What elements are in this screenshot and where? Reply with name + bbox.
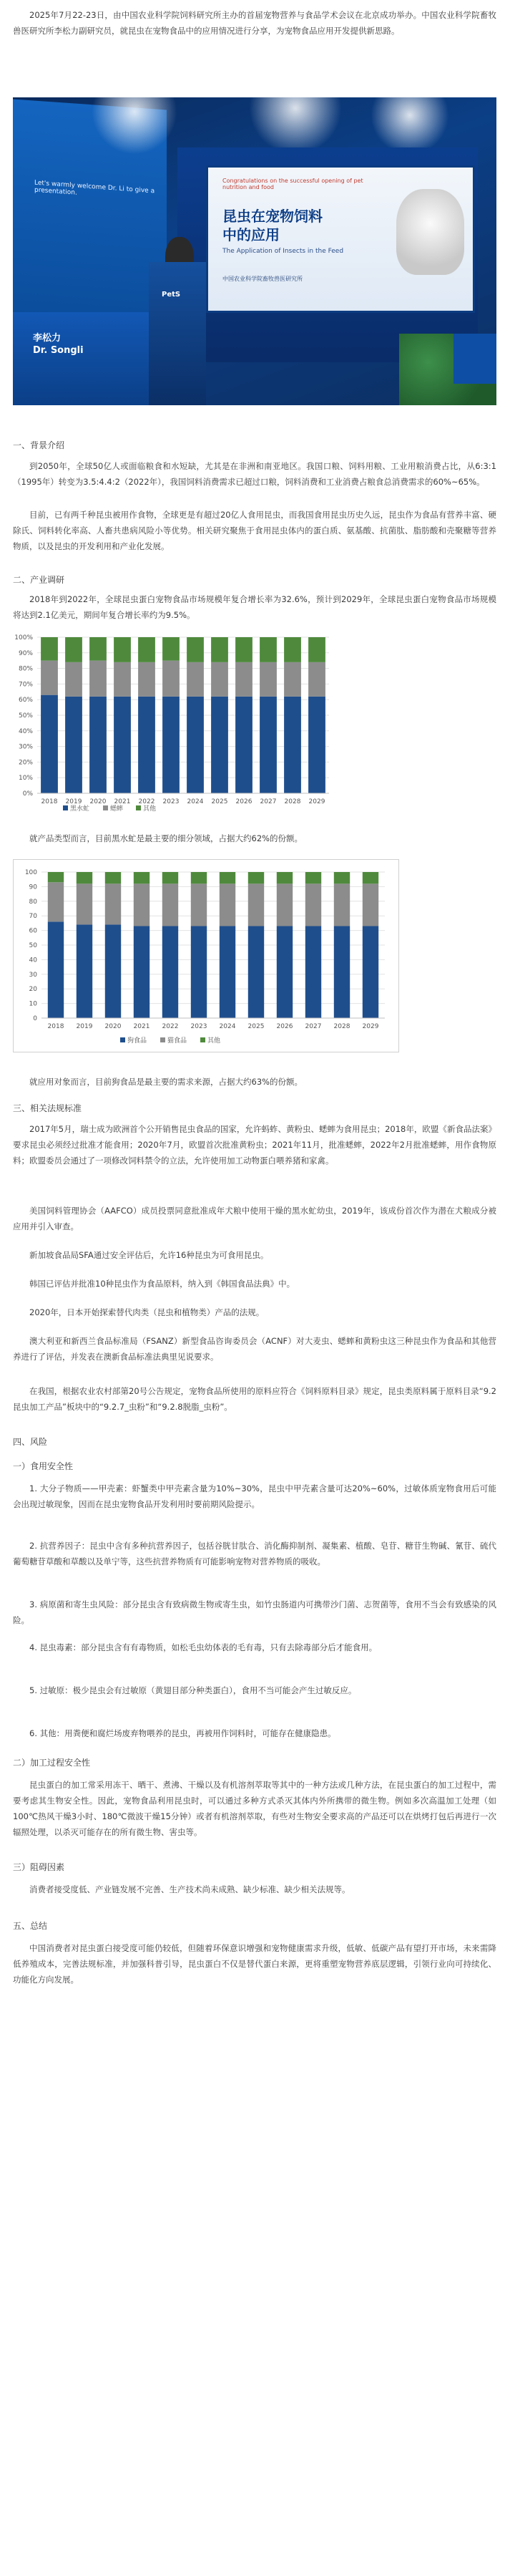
bar-segment-其他: [260, 637, 277, 662]
right-sign: [453, 334, 496, 384]
x-tick-label: 2020: [89, 798, 107, 805]
y-tick-label: 50%: [18, 712, 33, 720]
bar-segment-其他: [187, 637, 204, 662]
banner-name: 李松力: [33, 333, 62, 344]
s2-paragraph-3: 就应用对象而言，目前狗食品是最主要的需求来源，占据大约63%的份额。: [29, 1077, 303, 1087]
bar-segment-蟋蟀: [89, 661, 107, 697]
bar-segment-黑水虻: [162, 697, 180, 793]
bar-segment-其他: [138, 637, 155, 662]
section-4-heading: 四、风险: [13, 1437, 48, 1447]
dog-image: [396, 189, 464, 275]
left-screen-text: Let's warmly welcome Dr. Li to give a presentation.: [34, 179, 155, 197]
bar-segment-黑水虻: [65, 697, 82, 793]
bar-segment-狗食品: [334, 926, 350, 1018]
y-tick-label: 70%: [18, 681, 33, 689]
bar-segment-蟋蟀: [187, 662, 204, 697]
bar-segment-其他: [134, 872, 149, 883]
y-tick-label: 100%: [14, 634, 33, 641]
bar-segment-狗食品: [248, 926, 264, 1018]
y-tick-label: 30: [29, 971, 37, 979]
bar-segment-蟋蟀: [260, 662, 277, 697]
s4-subheading-1: 一）食用安全性: [13, 1461, 74, 1471]
s3-paragraph-3: 新加坡食品局SFA通过安全评估后，允许16种昆虫为可食用昆虫。: [29, 1250, 269, 1260]
legend-swatch-猫食品: [160, 1037, 165, 1042]
bar-segment-狗食品: [305, 926, 321, 1018]
s4-risk-5: 5. 过敏原：极少昆虫会有过敏原（黄翅目部分种类蛋白），食用不当可能会产生过敏反应。: [29, 1685, 357, 1695]
y-tick-label: 80%: [18, 665, 33, 673]
bar-segment-其他: [105, 872, 121, 883]
x-tick-label: 2023: [190, 1023, 207, 1030]
bar-segment-黑水虻: [114, 697, 131, 793]
section-5-heading: 五、总结: [13, 1921, 48, 1931]
bar-segment-其他: [191, 872, 207, 883]
s4-risk-2: 2. 抗营养因子：昆虫中含有多种抗营养因子，包括谷胱甘肽合、消化酶抑制剂、凝集素、植酸、皂苷、糖苷生物碱、氰苷、硫代葡萄糖苷草酸和草酸以及单宁等，这些抗营养物质有可能影响宠物对营养物质的吸收。: [13, 1541, 496, 1567]
bar-segment-其他: [65, 637, 82, 662]
section-3-heading: 三、相关法规标准: [13, 1103, 82, 1113]
y-tick-label: 70: [29, 913, 37, 921]
bar-segment-黑水虻: [138, 697, 155, 793]
bar-segment-黑水虻: [41, 695, 58, 793]
bar-segment-狗食品: [105, 924, 121, 1018]
x-tick-label: 2028: [284, 798, 301, 805]
bar-segment-狗食品: [220, 926, 235, 1018]
bar-segment-其他: [334, 872, 350, 883]
bar-segment-蟋蟀: [162, 661, 180, 697]
bar-segment-黑水虻: [187, 697, 204, 793]
chart-product-type-svg: [13, 630, 496, 816]
x-tick-label: 2021: [133, 1023, 150, 1030]
x-tick-label: 2018: [41, 798, 58, 805]
bar-segment-黑水虻: [211, 697, 228, 793]
x-tick-label: 2019: [76, 1023, 93, 1030]
bar-segment-其他: [162, 872, 178, 883]
presentation-screen: [206, 165, 475, 313]
x-tick-label: 2020: [104, 1023, 122, 1030]
s2-paragraph-1: 2018年到2022年，全球昆虫蛋白宠物食品市场规模年复合增长率为32.6%，预计到2029年，全球昆虫蛋白宠物食品市场规模将达到2.1亿美元，期间年复合增长率约为9.5%。: [13, 594, 496, 620]
x-tick-label: 2027: [260, 798, 277, 805]
s4-risk-3: 3. 病原菌和寄生虫风险：部分昆虫含有致病微生物或寄生虫，如竹虫肠道内可携带沙门菌、志贺菌等，食用不当会有致感染的风险。: [13, 1599, 496, 1625]
bar-segment-蟋蟀: [114, 662, 131, 697]
bar-segment-其他: [308, 637, 325, 662]
bar-segment-其他: [48, 872, 64, 882]
y-tick-label: 0: [33, 1015, 37, 1022]
bar-segment-其他: [363, 872, 378, 883]
y-tick-label: 40: [29, 957, 37, 964]
x-tick-label: 2022: [138, 798, 155, 805]
bar-segment-其他: [114, 637, 131, 662]
s4-subheading-2: 二）加工过程安全性: [13, 1758, 91, 1768]
speaker-banner: [13, 312, 149, 405]
y-tick-label: 0%: [22, 790, 33, 798]
y-tick-label: 90: [29, 883, 37, 891]
y-tick-label: 10: [29, 1000, 37, 1008]
screen-speaker: 中国农业科学院畜牧兽医研究所: [222, 276, 303, 282]
legend-swatch-黑水虻: [63, 805, 68, 810]
x-tick-label: 2019: [65, 798, 82, 805]
legend-label: 其他: [143, 805, 157, 813]
bar-segment-黑水虻: [235, 697, 252, 793]
screen-title: 昆虫在宠物饲料 中的应用: [222, 208, 323, 243]
bar-segment-其他: [41, 637, 58, 661]
s5-paragraph-1: 中国消费者对昆虫蛋白接受度可能仍较低，但随着环保意识增强和宠物健康需求升级，低敏、低碳产品有望打开市场，未来需降低养殖成本，完善法规标准，并加强科普引导，昆虫蛋白不仅是替代蛋白来源，更将重塑宠物营养底层逻辑，引领行业向可持续化、功能化方向发展。: [13, 1943, 496, 1985]
x-tick-label: 2021: [114, 798, 131, 805]
bar-segment-其他: [284, 637, 301, 662]
y-tick-label: 60: [29, 927, 37, 935]
y-tick-label: 20: [29, 986, 37, 994]
legend-swatch-其他: [200, 1037, 205, 1042]
x-tick-label: 2024: [219, 1023, 236, 1030]
s2-paragraph-2: 就产品类型而言，目前黑水虻是最主要的细分领域，占据大约62%的份额。: [29, 833, 303, 843]
x-tick-label: 2029: [362, 1023, 379, 1030]
x-tick-label: 2029: [308, 798, 325, 805]
bar-segment-其他: [89, 637, 107, 661]
bar-segment-猫食品: [334, 883, 350, 926]
y-tick-label: 80: [29, 898, 37, 906]
y-tick-label: 50: [29, 942, 37, 949]
x-tick-label: 2025: [211, 798, 228, 805]
bar-segment-其他: [277, 872, 293, 883]
bar-segment-其他: [77, 872, 92, 883]
legend-label: 黑水虻: [70, 805, 90, 813]
x-tick-label: 2023: [162, 798, 180, 805]
y-tick-label: 60%: [18, 697, 33, 704]
bar-segment-猫食品: [77, 883, 92, 924]
bar-segment-蟋蟀: [41, 661, 58, 695]
s3-paragraph-1: 2017年5月，瑞士成为欧洲首个公开销售昆虫食品的国家，允许蚂蚱、黄粉虫、蟋蟀为食用昆虫；2018年，欧盟《新食品法案》要求昆虫必须经过批准才能食用；2020年7月，欧盟首次批准黄粉虫；2021年11月，批准蟋蟀，2022年2月批准蟋蟀，用作食物原料；欧盟委员会通过了一项修改饲料禁令的立法，允许使用加工动物蛋白喂养猪和家禽。: [13, 1124, 496, 1166]
legend-swatch-蟋蟀: [103, 805, 108, 810]
bar-segment-狗食品: [363, 926, 378, 1018]
bar-segment-猫食品: [162, 883, 178, 926]
chart-product-type: [13, 630, 496, 819]
conference-photo: [13, 97, 496, 405]
chart-application: [13, 859, 399, 1055]
bar-segment-蟋蟀: [308, 662, 325, 697]
x-tick-label: 2024: [187, 798, 204, 805]
s3-paragraph-5: 2020年，日本开始探索替代肉类（昆虫和植物类）产品的法规。: [29, 1307, 265, 1317]
s4-process-paragraph: 昆虫蛋白的加工常采用冻干、晒干、煮沸、干燥以及有机溶剂萃取等其中的一种方法或几种方法，在昆虫蛋白的加工过程中，需要考虑其生物安全性。因此，宠物食品利用昆虫时，可以通过多种方式杀灭其体内外所携带的微生物。例如多次高温加工处理（如100℃热风干燥3小时、180℃微波干燥15分钟）或者有机溶剂萃取，有些对生物安全要求高的产品还可以在烘烤打包后再进行一次辐照处理，以杀灭可能存在的所有微生物、害虫等。: [13, 1780, 496, 1837]
s4-risk-4: 4. 昆虫毒素：部分昆虫含有有毒物质，如松毛虫幼体表的毛有毒，只有去除毒部分后才能食用。: [29, 1642, 378, 1652]
y-tick-label: 20%: [18, 759, 33, 767]
legend-label: 猫食品: [167, 1037, 187, 1045]
bar-segment-猫食品: [220, 883, 235, 926]
bar-segment-黑水虻: [89, 697, 107, 793]
x-tick-label: 2027: [305, 1023, 322, 1030]
section-1-heading: 一、背景介绍: [13, 440, 65, 450]
bar-segment-蟋蟀: [284, 662, 301, 697]
s3-paragraph-6: 澳大利亚和新西兰食品标准局（FSANZ）新型食品咨询委员会（ACNF）对大麦虫、蟋蟀和黄粉虫这三种昆虫作为食品和其他营养进行了评估，并发表在澳新食品标准法典里见说要求。: [13, 1336, 496, 1362]
s4-barrier-paragraph: 消费者接受度低、产业链发展不完善、生产技术尚未成熟、缺少标准、缺少相关法规等。: [29, 1884, 350, 1894]
bar-segment-其他: [235, 637, 252, 662]
section-2-heading: 二、产业调研: [13, 575, 65, 585]
bar-segment-狗食品: [191, 926, 207, 1018]
y-tick-label: 100: [24, 869, 37, 876]
bar-segment-其他: [248, 872, 264, 883]
bar-segment-猫食品: [305, 883, 321, 926]
x-tick-label: 2025: [247, 1023, 265, 1030]
y-tick-label: 30%: [18, 743, 33, 751]
bar-segment-黑水虻: [260, 697, 277, 793]
podium-logo: PetS: [162, 291, 181, 299]
bar-segment-猫食品: [105, 883, 121, 924]
x-tick-label: 2018: [47, 1023, 64, 1030]
bar-segment-狗食品: [48, 921, 64, 1018]
bar-segment-蟋蟀: [235, 662, 252, 697]
bar-segment-其他: [162, 637, 180, 661]
y-tick-label: 40%: [18, 727, 33, 735]
x-tick-label: 2028: [333, 1023, 350, 1030]
bar-segment-猫食品: [248, 883, 264, 926]
bar-segment-蟋蟀: [211, 662, 228, 697]
intro-paragraph: 2025年7月22-23日，由中国农业科学院饲料研究所主办的首届宠物营养与食品学术会议在北京成功举办。中国农业科学院畜牧兽医研究所李松力副研究员，就昆虫在宠物食品中的应用情况进行分享，为宠物食品应用开发提供新思路。: [13, 10, 496, 36]
bar-segment-其他: [305, 872, 321, 883]
y-tick-label: 10%: [18, 775, 33, 783]
bar-segment-猫食品: [48, 882, 64, 921]
legend-label: 狗食品: [127, 1037, 147, 1045]
s3-paragraph-7: 在我国，根据农业农村部第20号公告规定，宠物食品所使用的原料应符合《饲料原料目录》规定，昆虫类原料属于原料目录“9.2昆虫加工产品”板块中的“9.2.7_虫粉”和“9.2.8脱脂_虫粉”。: [13, 1386, 496, 1412]
s3-paragraph-4: 韩国已评估并批准10种昆虫作为食品原料，纳入到《韩国食品法典》中。: [29, 1279, 295, 1289]
y-tick-label: 90%: [18, 649, 33, 657]
screen-subtitle: The Application of Insects in the Feed: [222, 248, 344, 255]
bar-segment-狗食品: [162, 926, 178, 1018]
x-tick-label: 2022: [162, 1023, 179, 1030]
podium: [149, 262, 206, 405]
legend-swatch-其他: [136, 805, 141, 810]
banner-en: Dr. Songli: [33, 345, 84, 356]
legend-label: 蟋蟀: [110, 805, 124, 813]
x-tick-label: 2026: [235, 798, 252, 805]
bar-segment-猫食品: [191, 883, 207, 926]
bar-segment-其他: [211, 637, 228, 662]
s1-paragraph-1: 到2050年，全球50亿人或面临粮食和水短缺，尤其是在非洲和南亚地区。我国口粮、饲料用粮、工业用粮消费占比，从6:3:1（1995年）转变为3.5:4.4:2（2022年），我国饲料消费需求已超过口粮，饲料消费和工业消费占粮食总消费需求的60%~65%。: [13, 461, 496, 487]
screen-top-text: Congratulations on the successful opening of pet nutrition and food: [222, 178, 363, 190]
bar-segment-黑水虻: [308, 697, 325, 793]
bar-segment-猫食品: [134, 883, 149, 926]
bar-segment-狗食品: [134, 926, 149, 1018]
s4-risk-1: 1. 大分子物质——甲壳素：虾蟹类中甲壳素含量为10%~30%，昆虫中甲壳素含量可达20%~60%，过敏体质宠物食用后可能会出现过敏现象，因而在昆虫宠物食品开发利用时要前期风险提示。: [13, 1483, 496, 1509]
legend-label: 其他: [207, 1037, 221, 1045]
bar-segment-狗食品: [77, 924, 92, 1018]
bar-segment-黑水虻: [284, 697, 301, 793]
bar-segment-蟋蟀: [138, 662, 155, 697]
legend-swatch-狗食品: [120, 1037, 125, 1042]
s3-paragraph-2: 美国饲料管理协会（AAFCO）成员投票同意批准成年犬粮中使用干燥的黑水虻幼虫，2019年，该成份首次作为潜在犬粮成分被应用并引入审查。: [13, 1206, 496, 1231]
bar-segment-猫食品: [363, 883, 378, 926]
s4-risk-6: 6. 其他：用粪便和腐烂场废弃物喂养的昆虫，再被用作饲料时，可能存在健康隐患。: [29, 1728, 336, 1738]
bar-segment-狗食品: [277, 926, 293, 1018]
x-tick-label: 2026: [276, 1023, 293, 1030]
s1-paragraph-2: 目前，已有两千种昆虫被用作食物，全球更是有超过20亿人食用昆虫，而我国食用昆虫历史久远，昆虫作为食品有营养丰富、硬除氏、饲料转化率高、人畜共患病风险小等优势。相关研究聚焦于食用昆虫体内的蛋白质、氨基酸、抗菌肽、脂肪酸和壳聚糖等营养物质，以及昆虫的开发利用和产业化发展。: [13, 510, 496, 551]
bar-segment-其他: [220, 872, 235, 883]
chart-application-svg: [13, 859, 399, 1052]
s4-subheading-3: 三）阻碍因素: [13, 1862, 65, 1872]
bar-segment-蟋蟀: [65, 662, 82, 697]
bar-segment-猫食品: [277, 883, 293, 926]
